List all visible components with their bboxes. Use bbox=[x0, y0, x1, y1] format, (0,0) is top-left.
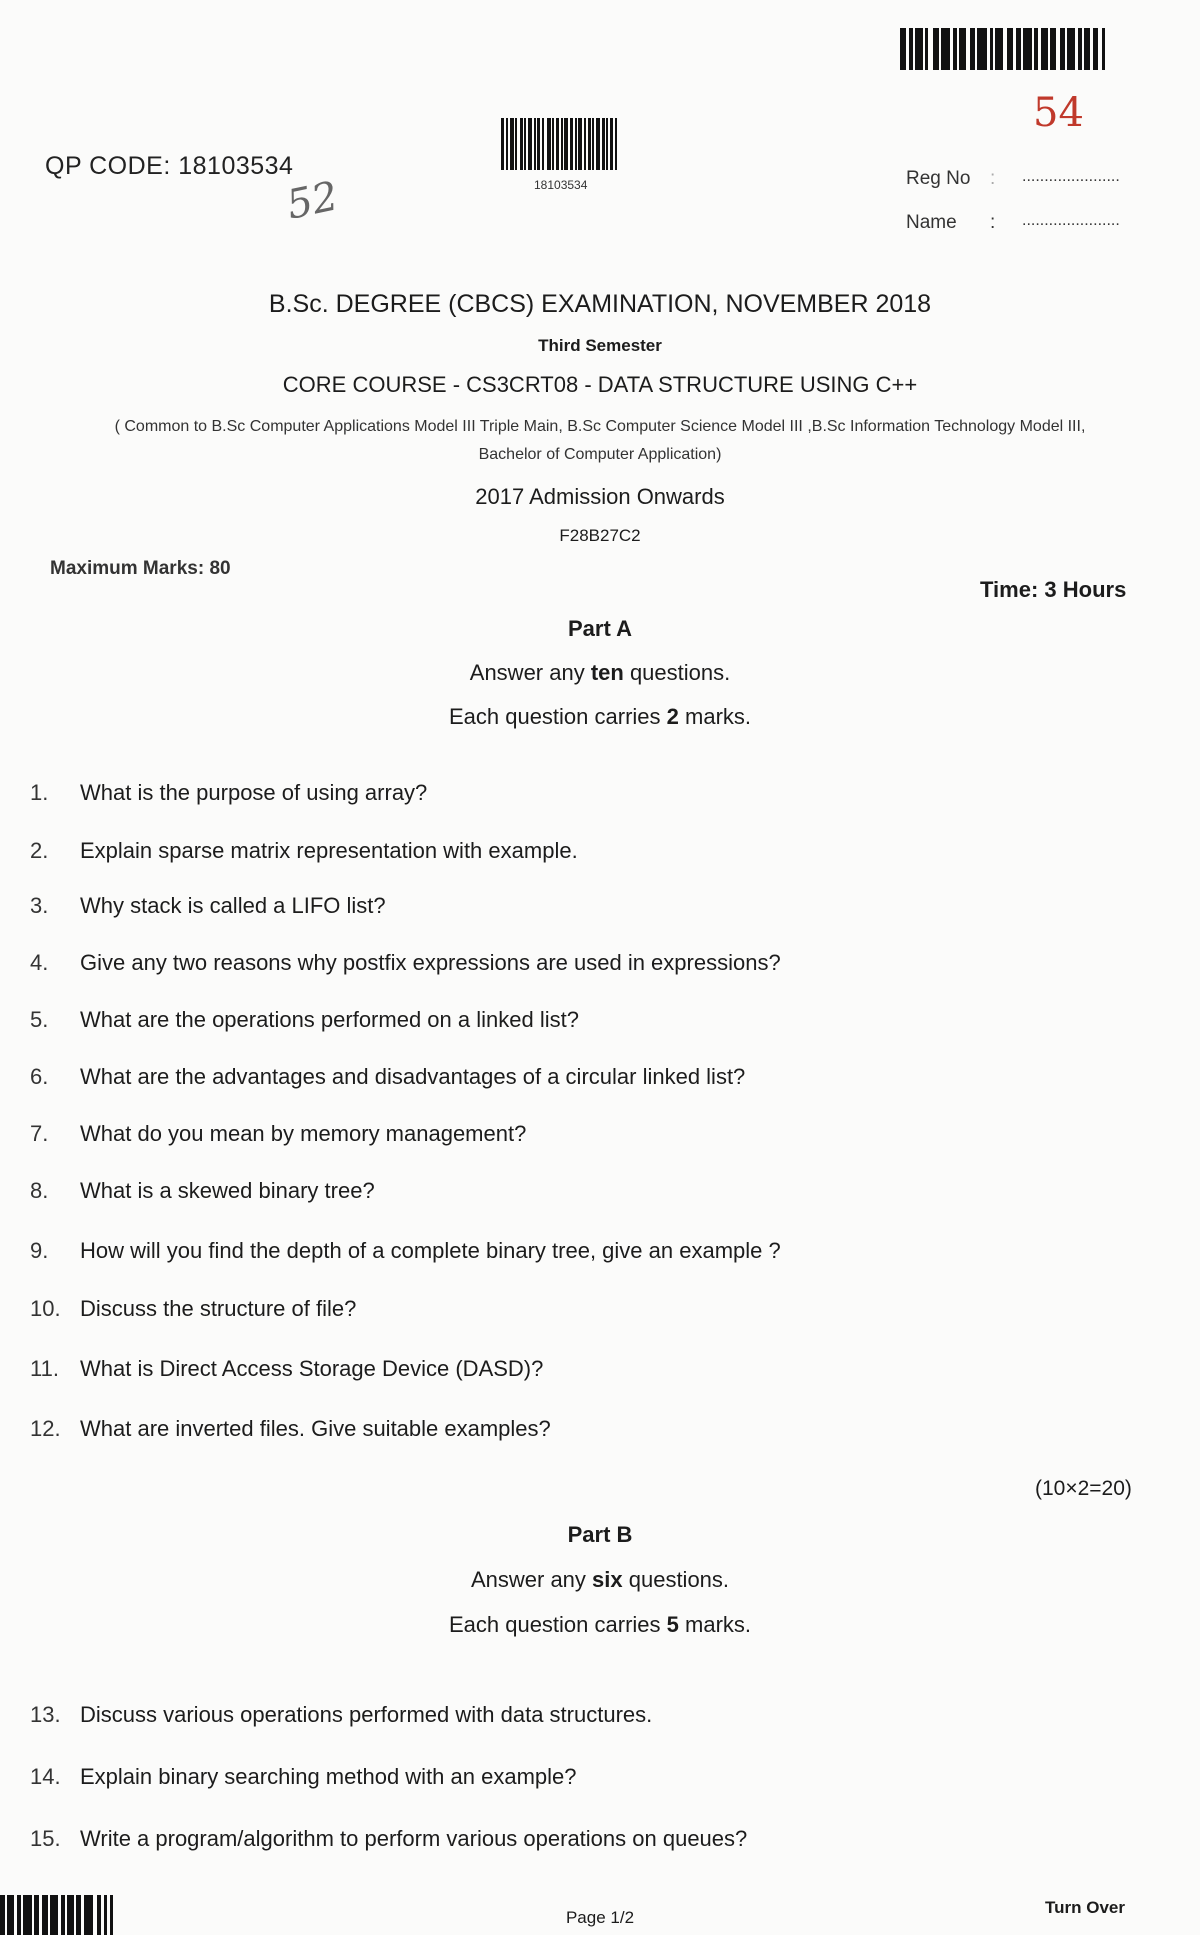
question-item bbox=[30, 1702, 1150, 1728]
question-item bbox=[30, 1007, 1150, 1033]
question-item bbox=[30, 1064, 1150, 1090]
question-item bbox=[30, 1121, 1150, 1147]
part-a-instruction-post: questions. bbox=[623, 660, 731, 685]
paper-code: F28B27C2 bbox=[559, 526, 641, 545]
question-number: 15. bbox=[30, 1826, 61, 1851]
question-text: Give any two reasons why postfix expressions are used in expressions? bbox=[80, 950, 781, 975]
admission-year: 2017 Admission Onwards bbox=[475, 484, 725, 509]
question-text: Discuss various operations performed with data structures. bbox=[80, 1702, 653, 1727]
question-number: 5. bbox=[30, 1007, 49, 1032]
question-number: 12. bbox=[30, 1416, 61, 1441]
question-number: 10. bbox=[30, 1296, 61, 1321]
part-b-instruction-post: questions. bbox=[622, 1567, 730, 1592]
question-text: What is a skewed binary tree? bbox=[80, 1178, 375, 1203]
question-item bbox=[30, 780, 1150, 806]
question-number: 11. bbox=[30, 1356, 59, 1381]
turn-over-note: Turn Over bbox=[1045, 1898, 1125, 1917]
part-a-instruction bbox=[0, 660, 1200, 686]
top-right-barcode-icon bbox=[900, 28, 1122, 70]
question-text: How will you find the depth of a complete binary tree, give an example ? bbox=[80, 1238, 781, 1263]
part-a-instruction-count: ten bbox=[590, 660, 624, 685]
part-b-instruction bbox=[0, 1567, 1200, 1593]
name-field: ...................... bbox=[1022, 212, 1120, 229]
part-a-instruction-pre: Answer any bbox=[469, 660, 591, 685]
question-number: 2. bbox=[30, 838, 49, 863]
question-text: What are the operations performed on a linked list? bbox=[80, 1007, 579, 1032]
question-number: 7. bbox=[30, 1121, 49, 1146]
part-b-marks-pre: Each question carries bbox=[448, 1612, 667, 1637]
part-a-total-marks: (10×2=20) bbox=[1035, 1477, 1132, 1500]
handwritten-number-left: 52 bbox=[282, 173, 343, 229]
question-text: Explain sparse matrix representation with example. bbox=[80, 838, 578, 863]
question-number: 6. bbox=[30, 1064, 49, 1089]
question-item bbox=[30, 1826, 1150, 1852]
part-a-marks-value: 2 bbox=[666, 704, 679, 729]
maximum-marks: Maximum Marks: 80 bbox=[50, 558, 231, 579]
semester: Third Semester bbox=[538, 336, 662, 355]
name-separator: : bbox=[990, 212, 996, 233]
question-number: 14. bbox=[30, 1764, 61, 1789]
reg-no-separator: : bbox=[990, 168, 996, 189]
question-number: 9. bbox=[30, 1238, 49, 1263]
question-text: What are the advantages and disadvantages of a circular linked list? bbox=[80, 1064, 746, 1089]
part-b-marks-instruction bbox=[0, 1612, 1200, 1638]
part-b-instruction-pre: Answer any bbox=[470, 1567, 593, 1592]
barcode-number: 18103534 bbox=[534, 178, 588, 192]
question-item bbox=[30, 1416, 1150, 1442]
part-a-marks-post: marks. bbox=[678, 704, 752, 729]
question-number: 3. bbox=[30, 893, 49, 918]
question-text: Explain binary searching method with an example? bbox=[80, 1764, 577, 1789]
question-item bbox=[30, 893, 1150, 919]
question-text: Write a program/algorithm to perform various operations on queues? bbox=[80, 1826, 748, 1851]
question-number: 1. bbox=[30, 780, 49, 805]
question-item bbox=[30, 1296, 1150, 1322]
center-barcode-icon bbox=[501, 118, 631, 170]
handwritten-number-right: 54 bbox=[1033, 90, 1084, 136]
part-b-marks-value: 5 bbox=[666, 1612, 679, 1637]
common-to-line-1: ( Common to B.Sc Computer Applications Model III Triple Main, B.Sc Computer Science Model III ,B.Sc Information Technology Model III, bbox=[114, 418, 1086, 435]
name-label: Name bbox=[906, 212, 957, 233]
question-item bbox=[30, 1178, 1150, 1204]
exam-title: B.Sc. DEGREE (CBCS) EXAMINATION, NOVEMBER 2018 bbox=[268, 290, 932, 318]
qp-code: QP CODE: 18103534 bbox=[45, 152, 294, 180]
question-item bbox=[30, 838, 1150, 864]
part-a-marks-instruction bbox=[0, 704, 1200, 730]
question-item bbox=[30, 950, 1150, 976]
part-b-marks-post: marks. bbox=[678, 1612, 752, 1637]
part-a-marks-pre: Each question carries bbox=[448, 704, 667, 729]
time-allowed: Time: 3 Hours bbox=[980, 577, 1127, 602]
course-title: CORE COURSE - CS3CRT08 - DATA STRUCTURE USING C++ bbox=[282, 372, 918, 397]
question-item bbox=[30, 1356, 1150, 1382]
part-b-title: Part B bbox=[567, 1522, 633, 1547]
question-item bbox=[30, 1764, 1150, 1790]
question-text: Why stack is called a LIFO list? bbox=[80, 893, 386, 918]
page-number: Page 1/2 bbox=[565, 1908, 635, 1927]
question-number: 8. bbox=[30, 1178, 49, 1203]
question-text: What is the purpose of using array? bbox=[80, 780, 428, 805]
question-text: What do you mean by memory management? bbox=[80, 1121, 527, 1146]
part-a-title: Part A bbox=[568, 616, 632, 641]
reg-no-label: Reg No bbox=[906, 168, 971, 189]
question-text: What is Direct Access Storage Device (DASD)? bbox=[80, 1356, 544, 1381]
common-to-line-2: Bachelor of Computer Application) bbox=[478, 446, 722, 463]
question-text: What are inverted files. Give suitable examples? bbox=[80, 1416, 551, 1441]
question-item bbox=[30, 1238, 1150, 1264]
question-number: 4. bbox=[30, 950, 49, 975]
question-number: 13. bbox=[30, 1702, 61, 1727]
part-b-instruction-count: six bbox=[592, 1567, 623, 1592]
reg-no-field: ...................... bbox=[1022, 168, 1120, 185]
question-text: Discuss the structure of file? bbox=[80, 1296, 357, 1321]
